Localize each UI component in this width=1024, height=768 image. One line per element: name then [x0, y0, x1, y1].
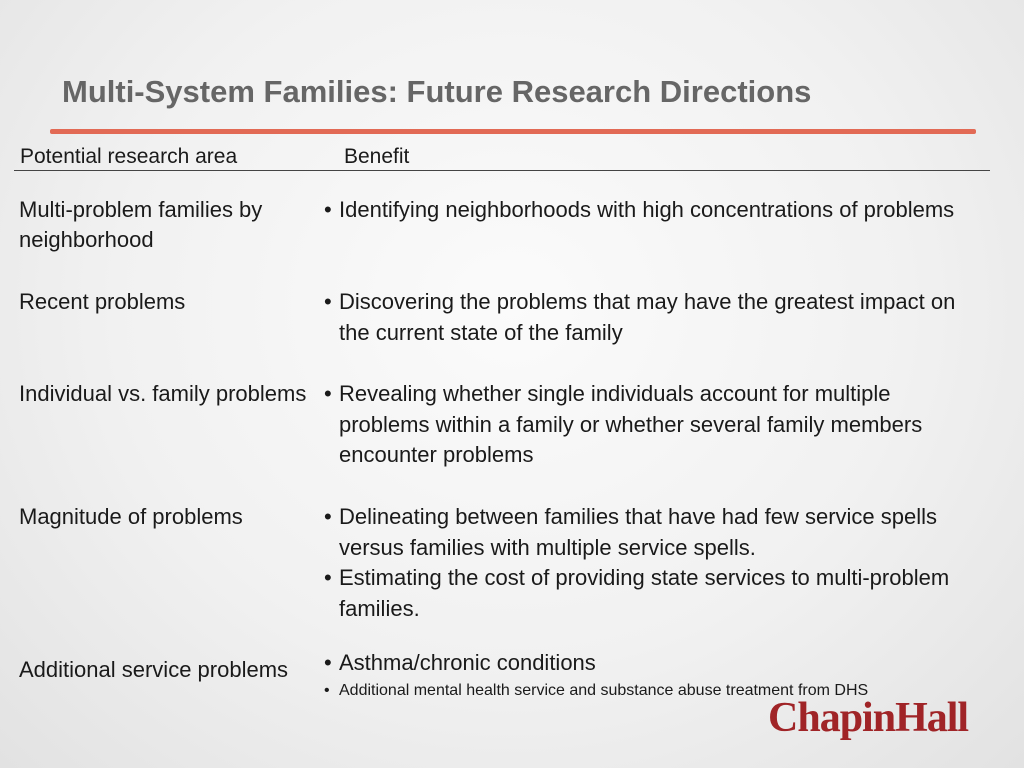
bullet-glyph: • [324, 565, 332, 590]
benefit-list [324, 195, 974, 226]
bullet-glyph: • [324, 289, 332, 314]
benefit-item [324, 287, 974, 348]
benefit-item [324, 502, 974, 563]
bullet-glyph: • [324, 381, 332, 406]
chapin-hall-logo: ChapinHall [768, 695, 969, 741]
slide-title: Multi-System Families: Future Research Directions [62, 74, 812, 109]
benefit-list [324, 379, 974, 471]
benefit-list [324, 287, 974, 348]
research-area: Additional service problems [19, 657, 289, 682]
header-divider [14, 170, 990, 171]
benefit-text: Estimating the cost of providing state services to multi-problem families. [339, 565, 950, 621]
benefit-list [324, 502, 974, 624]
title-underline [50, 129, 976, 134]
research-area: Multi-problem families by neighborhood [19, 197, 263, 252]
benefit-text: Discovering the problems that may have the greatest impact on the current state of the family [339, 289, 956, 345]
benefit-item [324, 648, 974, 679]
benefit-text: Asthma/chronic conditions [339, 650, 596, 675]
research-area: Recent problems [19, 289, 186, 314]
benefit-text: Identifying neighborhoods with high concentrations of problems [339, 197, 955, 222]
research-area: Magnitude of problems [19, 504, 243, 529]
research-area: Individual vs. family problems [19, 381, 307, 406]
benefit-item [324, 195, 974, 226]
column-header-benefit: Benefit [344, 145, 410, 168]
bullet-glyph: • [324, 681, 330, 699]
benefit-item [324, 563, 974, 624]
benefit-text: Additional mental health service and substance abuse treatment from DHS [339, 681, 869, 699]
bullet-glyph: • [324, 504, 332, 529]
benefit-text: Delineating between families that have had few service spells versus families with multiple service spells. [339, 504, 937, 560]
bullet-glyph: • [324, 197, 332, 222]
benefit-text: Revealing whether single individuals account for multiple problems within a family or whether several family members encounter problems [339, 381, 923, 467]
benefit-item [324, 379, 974, 471]
column-header-area: Potential research area [20, 145, 238, 168]
bullet-glyph: • [324, 650, 332, 675]
